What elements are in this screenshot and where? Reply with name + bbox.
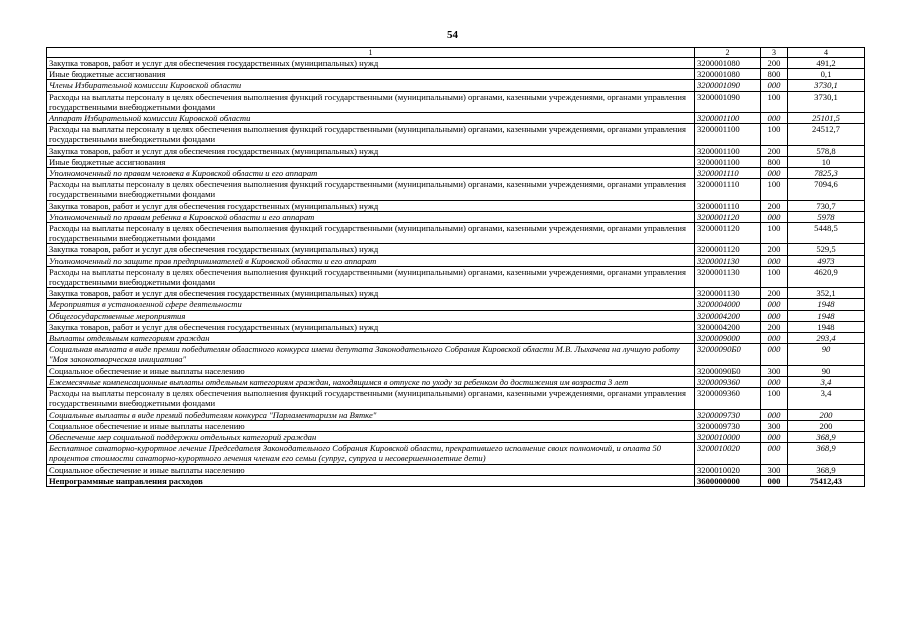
row-type: 100 — [761, 388, 788, 409]
table-row — [47, 168, 865, 179]
row-amount: 491,2 — [788, 58, 865, 69]
row-code: 3200004200 — [695, 321, 761, 332]
row-type: 000 — [761, 211, 788, 222]
table-row — [47, 266, 865, 287]
row-name: Закупка товаров, работ и услуг для обеспечения государственных (муниципальных) нужд — [47, 244, 695, 255]
row-code: 3200009730 — [695, 409, 761, 420]
row-name: Закупка товаров, работ и услуг для обеспечения государственных (муниципальных) нужд — [47, 321, 695, 332]
row-amount: 4973 — [788, 255, 865, 266]
row-amount: 3730,1 — [788, 80, 865, 91]
row-type: 000 — [761, 376, 788, 387]
row-amount: 3730,1 — [788, 91, 865, 112]
row-code: 3200009730 — [695, 420, 761, 431]
row-type: 000 — [761, 431, 788, 442]
row-type: 800 — [761, 156, 788, 167]
row-name: Обеспечение мер социальной поддержки отдельных категорий граждан — [47, 431, 695, 442]
table-row — [47, 255, 865, 266]
table-row — [47, 388, 865, 409]
table-row — [47, 310, 865, 321]
row-type: 000 — [761, 299, 788, 310]
table-row — [47, 376, 865, 387]
row-name: Расходы на выплаты персоналу в целях обеспечения выполнения функций государственными (муниципальными) органами, казенными учреждениями, органами управления государственными внебюджетными фондами — [47, 388, 695, 409]
row-name: Бесплатное санаторно-курортное лечение Председателя Законодательного Собрания Кировской области, прекратившего исполнение своих полномочий, и оплата 50 процентов стоимости санаторно-курортного лечения членам его семьи (супруг, супруга и несовершеннолетние дети) — [47, 443, 695, 464]
row-type: 000 — [761, 443, 788, 464]
row-amount: 3,4 — [788, 376, 865, 387]
table-row — [47, 333, 865, 344]
table-row — [47, 409, 865, 420]
row-code: 3200001110 — [695, 168, 761, 179]
row-type: 100 — [761, 266, 788, 287]
row-amount: 200 — [788, 409, 865, 420]
row-amount: 293,4 — [788, 333, 865, 344]
row-type: 100 — [761, 223, 788, 244]
row-amount: 90 — [788, 365, 865, 376]
table-row — [47, 211, 865, 222]
row-code: 3200001110 — [695, 179, 761, 200]
row-type: 000 — [761, 409, 788, 420]
row-name: Непрограммные направления расходов — [47, 475, 695, 486]
row-code: 3200009360 — [695, 376, 761, 387]
table-row — [47, 200, 865, 211]
column-number-row — [47, 48, 865, 58]
row-code: 3200001090 — [695, 91, 761, 112]
table-row — [47, 113, 865, 124]
row-code: 3600000000 — [695, 475, 761, 486]
row-code: 3200001100 — [695, 145, 761, 156]
row-amount: 0,1 — [788, 69, 865, 80]
table-row — [47, 464, 865, 475]
table-row — [47, 145, 865, 156]
row-name: Расходы на выплаты персоналу в целях обеспечения выполнения функций государственными (муниципальными) органами, казенными учреждениями, органами управления государственными внебюджетными фондами — [47, 179, 695, 200]
row-code: 32000090Б0 — [695, 365, 761, 376]
row-code: 3200001100 — [695, 113, 761, 124]
table-row — [47, 344, 865, 365]
row-code: 3200010020 — [695, 464, 761, 475]
row-code: 3200001120 — [695, 244, 761, 255]
table-row — [47, 69, 865, 80]
table-row — [47, 443, 865, 464]
row-type: 100 — [761, 124, 788, 145]
row-type: 100 — [761, 179, 788, 200]
row-amount: 352,1 — [788, 288, 865, 299]
row-code: 3200009000 — [695, 333, 761, 344]
row-code: 3200010000 — [695, 431, 761, 442]
row-amount: 368,9 — [788, 431, 865, 442]
row-type: 000 — [761, 255, 788, 266]
row-code: 3200001080 — [695, 69, 761, 80]
budget-table-body — [47, 48, 865, 487]
row-name: Закупка товаров, работ и услуг для обеспечения государственных (муниципальных) нужд — [47, 145, 695, 156]
row-name: Социальное обеспечение и иные выплаты населению — [47, 464, 695, 475]
row-code: 3200001080 — [695, 58, 761, 69]
row-amount: 75412,43 — [788, 475, 865, 486]
table-row — [47, 475, 865, 486]
table-row — [47, 124, 865, 145]
row-type: 200 — [761, 244, 788, 255]
row-code: 32000090Б0 — [695, 344, 761, 365]
column-number-2: 2 — [695, 48, 761, 58]
row-name: Уполномоченный по правам человека в Кировской области и его аппарат — [47, 168, 695, 179]
column-number-3: 3 — [761, 48, 788, 58]
row-type: 000 — [761, 80, 788, 91]
row-amount: 5978 — [788, 211, 865, 222]
row-name: Иные бюджетные ассигнования — [47, 69, 695, 80]
row-amount: 25101,5 — [788, 113, 865, 124]
table-row — [47, 288, 865, 299]
row-name: Иные бюджетные ассигнования — [47, 156, 695, 167]
row-name: Ежемесячные компенсационные выплаты отдельным категориям граждан, находящимся в отпуске по уходу за ребенком до достижения им возраста 3 лет — [47, 376, 695, 387]
table-row — [47, 321, 865, 332]
row-name: Социальная выплата в виде премии победителям областного конкурса имени депутата Законодательного Собрания Кировской области М.В. Лыхачева на лучшую работу "Моя законотворческая инициатива" — [47, 344, 695, 365]
row-amount: 1948 — [788, 321, 865, 332]
column-number-4: 4 — [788, 48, 865, 58]
table-row — [47, 91, 865, 112]
row-name: Расходы на выплаты персоналу в целях обеспечения выполнения функций государственными (муниципальными) органами, казенными учреждениями, органами управления государственными внебюджетными фондами — [47, 223, 695, 244]
row-amount: 10 — [788, 156, 865, 167]
table-row — [47, 431, 865, 442]
row-code: 3200009360 — [695, 388, 761, 409]
row-amount: 368,9 — [788, 443, 865, 464]
page-number: 54 — [447, 29, 458, 41]
row-type: 800 — [761, 69, 788, 80]
row-name: Расходы на выплаты персоналу в целях обеспечения выполнения функций государственными (муниципальными) органами, казенными учреждениями, органами управления государственными внебюджетными фондами — [47, 124, 695, 145]
table-row — [47, 156, 865, 167]
row-amount: 1948 — [788, 310, 865, 321]
table-row — [47, 179, 865, 200]
row-amount: 3,4 — [788, 388, 865, 409]
row-name: Уполномоченный по правам ребенка в Кировской области и его аппарат — [47, 211, 695, 222]
row-type: 200 — [761, 321, 788, 332]
row-name: Аппарат Избирательной комиссии Кировской области — [47, 113, 695, 124]
row-name: Мероприятия в установленной сфере деятельности — [47, 299, 695, 310]
row-type: 200 — [761, 200, 788, 211]
row-type: 000 — [761, 168, 788, 179]
table-row — [47, 80, 865, 91]
row-type: 200 — [761, 288, 788, 299]
row-code: 3200001120 — [695, 211, 761, 222]
table-row — [47, 420, 865, 431]
row-code: 3200010020 — [695, 443, 761, 464]
row-name: Закупка товаров, работ и услуг для обеспечения государственных (муниципальных) нужд — [47, 58, 695, 69]
row-amount: 578,8 — [788, 145, 865, 156]
table-row — [47, 299, 865, 310]
row-type: 300 — [761, 365, 788, 376]
row-name: Закупка товаров, работ и услуг для обеспечения государственных (муниципальных) нужд — [47, 200, 695, 211]
row-name: Расходы на выплаты персоналу в целях обеспечения выполнения функций государственными (муниципальными) органами, казенными учреждениями, органами управления государственными внебюджетными фондами — [47, 91, 695, 112]
row-type: 300 — [761, 420, 788, 431]
row-code: 3200004000 — [695, 299, 761, 310]
row-name: Социальное обеспечение и иные выплаты населению — [47, 365, 695, 376]
table-row — [47, 223, 865, 244]
row-amount: 24512,7 — [788, 124, 865, 145]
row-code: 3200004200 — [695, 310, 761, 321]
column-number-1: 1 — [47, 48, 695, 58]
row-amount: 90 — [788, 344, 865, 365]
row-type: 000 — [761, 333, 788, 344]
row-name: Расходы на выплаты персоналу в целях обеспечения выполнения функций государственными (муниципальными) органами, казенными учреждениями, органами управления государственными внебюджетными фондами — [47, 266, 695, 287]
table-row — [47, 244, 865, 255]
row-type: 000 — [761, 310, 788, 321]
row-type: 000 — [761, 344, 788, 365]
row-type: 200 — [761, 58, 788, 69]
row-amount: 7094,6 — [788, 179, 865, 200]
row-name: Члены Избирательной комиссии Кировской области — [47, 80, 695, 91]
row-name: Уполномоченный по защите прав предпринимателей в Кировской области и его аппарат — [47, 255, 695, 266]
row-type: 200 — [761, 145, 788, 156]
row-code: 3200001130 — [695, 255, 761, 266]
row-type: 300 — [761, 464, 788, 475]
row-name: Общегосударственные мероприятия — [47, 310, 695, 321]
row-amount: 368,9 — [788, 464, 865, 475]
row-type: 100 — [761, 91, 788, 112]
row-name: Социальное обеспечение и иные выплаты населению — [47, 420, 695, 431]
row-amount: 5448,5 — [788, 223, 865, 244]
row-code: 3200001110 — [695, 200, 761, 211]
row-amount: 200 — [788, 420, 865, 431]
table-row — [47, 58, 865, 69]
row-code: 3200001100 — [695, 156, 761, 167]
row-code: 3200001130 — [695, 288, 761, 299]
row-code: 3200001090 — [695, 80, 761, 91]
row-code: 3200001120 — [695, 223, 761, 244]
table-row — [47, 365, 865, 376]
row-amount: 7825,3 — [788, 168, 865, 179]
row-amount: 529,5 — [788, 244, 865, 255]
row-name: Выплаты отдельным категориям граждан — [47, 333, 695, 344]
row-type: 000 — [761, 113, 788, 124]
budget-table — [46, 47, 865, 487]
row-amount: 730,7 — [788, 200, 865, 211]
row-code: 3200001130 — [695, 266, 761, 287]
row-amount: 4620,9 — [788, 266, 865, 287]
row-name: Закупка товаров, работ и услуг для обеспечения государственных (муниципальных) нужд — [47, 288, 695, 299]
row-amount: 1948 — [788, 299, 865, 310]
row-name: Социальные выплаты в виде премий победителям конкурса "Парламентаризм на Вятке" — [47, 409, 695, 420]
row-code: 3200001100 — [695, 124, 761, 145]
row-type: 000 — [761, 475, 788, 486]
